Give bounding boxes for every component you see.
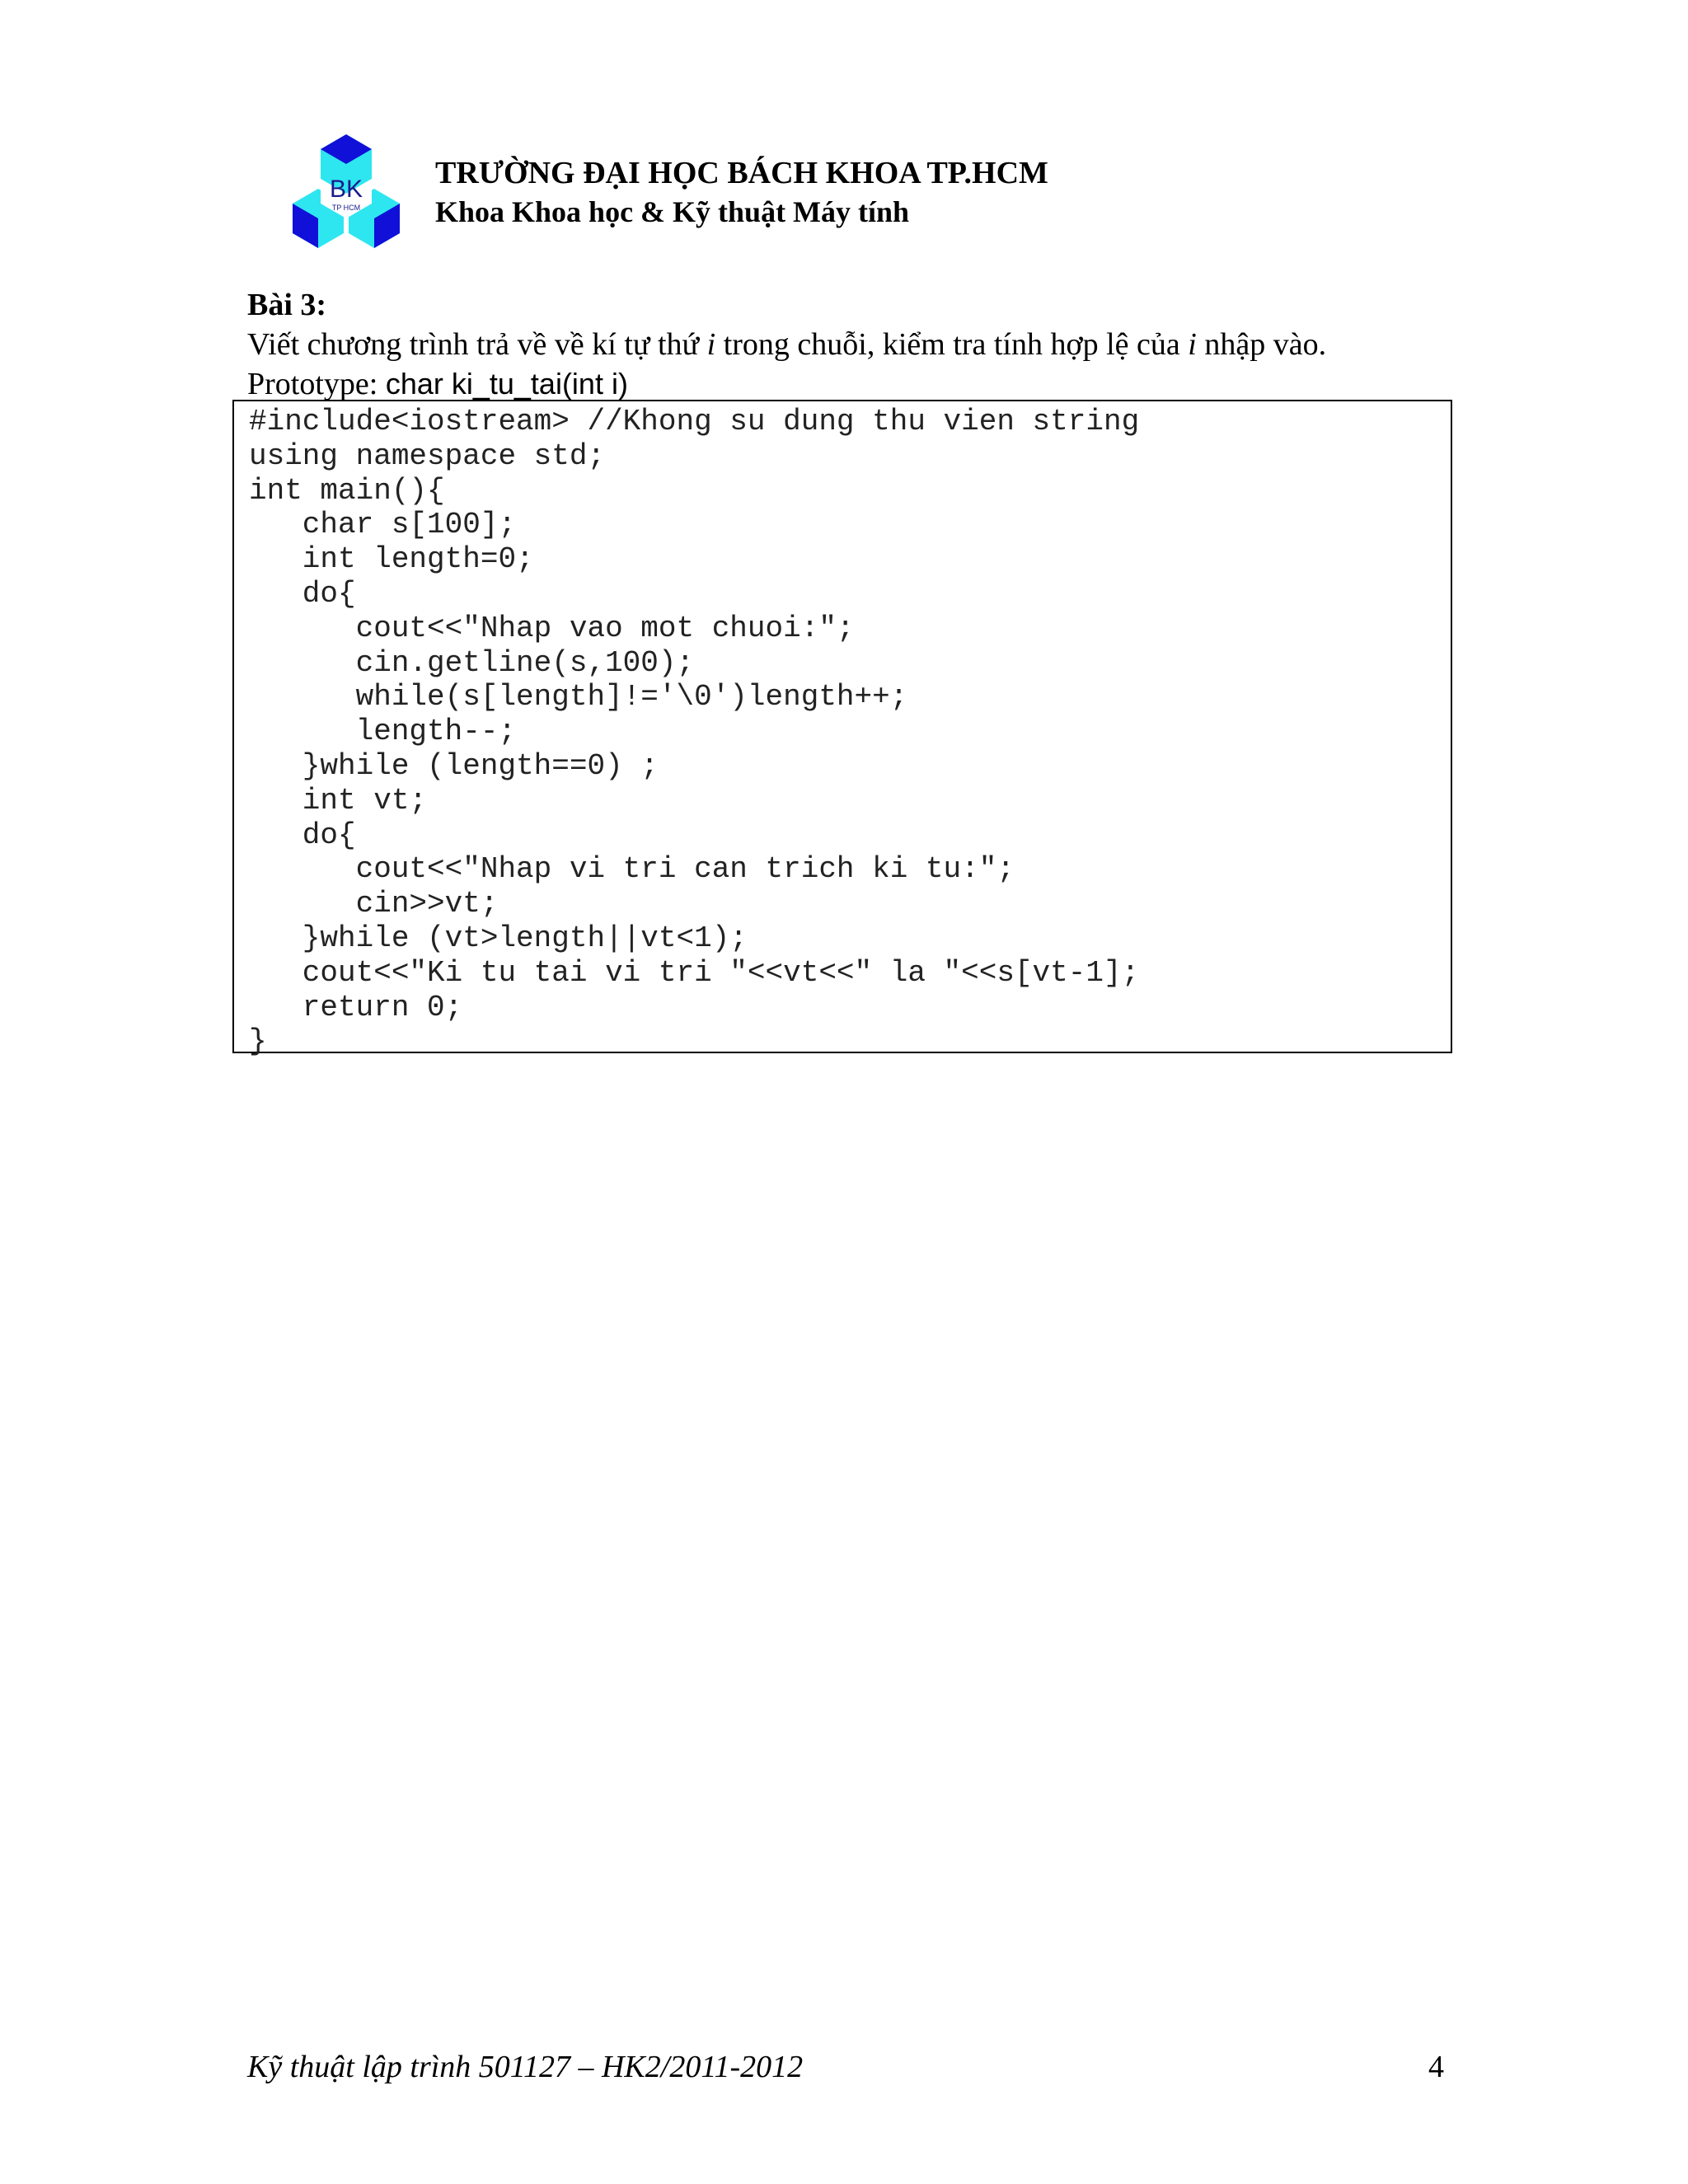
prototype-signature: char ki_tu_tai(int i) <box>385 367 628 401</box>
desc-var-i-2: i <box>1188 327 1197 362</box>
code-listing: #include<iostream> //Khong su dung thu vien string using namespace std; int main(){ char s[100]; int length=0; do{ cout<<"Nhap vao mot chuoi:"; cin.getline(s,100); while(s[length]!='\0')length++; length--; }while (length==0) ; int vt; do{ cout<<"Nhap vi tri can trich ki tu:"; cin>>vt; }while (vt>length||vt<1); cout<<"Ki tu tai vi tri "<<vt<<" la "<<s[vt-1]; return 0; } <box>249 405 1140 1059</box>
problem-description <box>247 325 1451 364</box>
desc-part-1: Viết chương trình trả về về kí tự thứ <box>247 327 707 362</box>
desc-var-i-1: i <box>706 327 716 362</box>
logo-text: BK <box>329 176 363 203</box>
university-name: TRƯỜNG ĐẠI HỌC BÁCH KHOA TP.HCM <box>435 156 1048 190</box>
logo-subtext: TP HCM <box>331 204 361 212</box>
university-logo <box>288 134 404 251</box>
desc-part-3: nhập vào. <box>1196 327 1327 362</box>
desc-part-2: trong chuỗi, kiểm tra tính hợp lệ của <box>715 327 1189 362</box>
prototype-line <box>247 364 1451 404</box>
faculty-name: Khoa Khoa học & Kỹ thuật Máy tính <box>435 195 910 228</box>
prototype-label: Prototype: <box>247 367 386 401</box>
document-header <box>435 153 1048 231</box>
footer-course: Kỹ thuật lập trình 501127 – HK2/2011-2012 <box>247 2050 804 2084</box>
problem-section <box>247 285 1451 404</box>
code-box <box>232 400 1452 1059</box>
footer-page-number: 4 <box>1428 2050 1444 2084</box>
problem-title: Bài 3: <box>247 288 327 322</box>
